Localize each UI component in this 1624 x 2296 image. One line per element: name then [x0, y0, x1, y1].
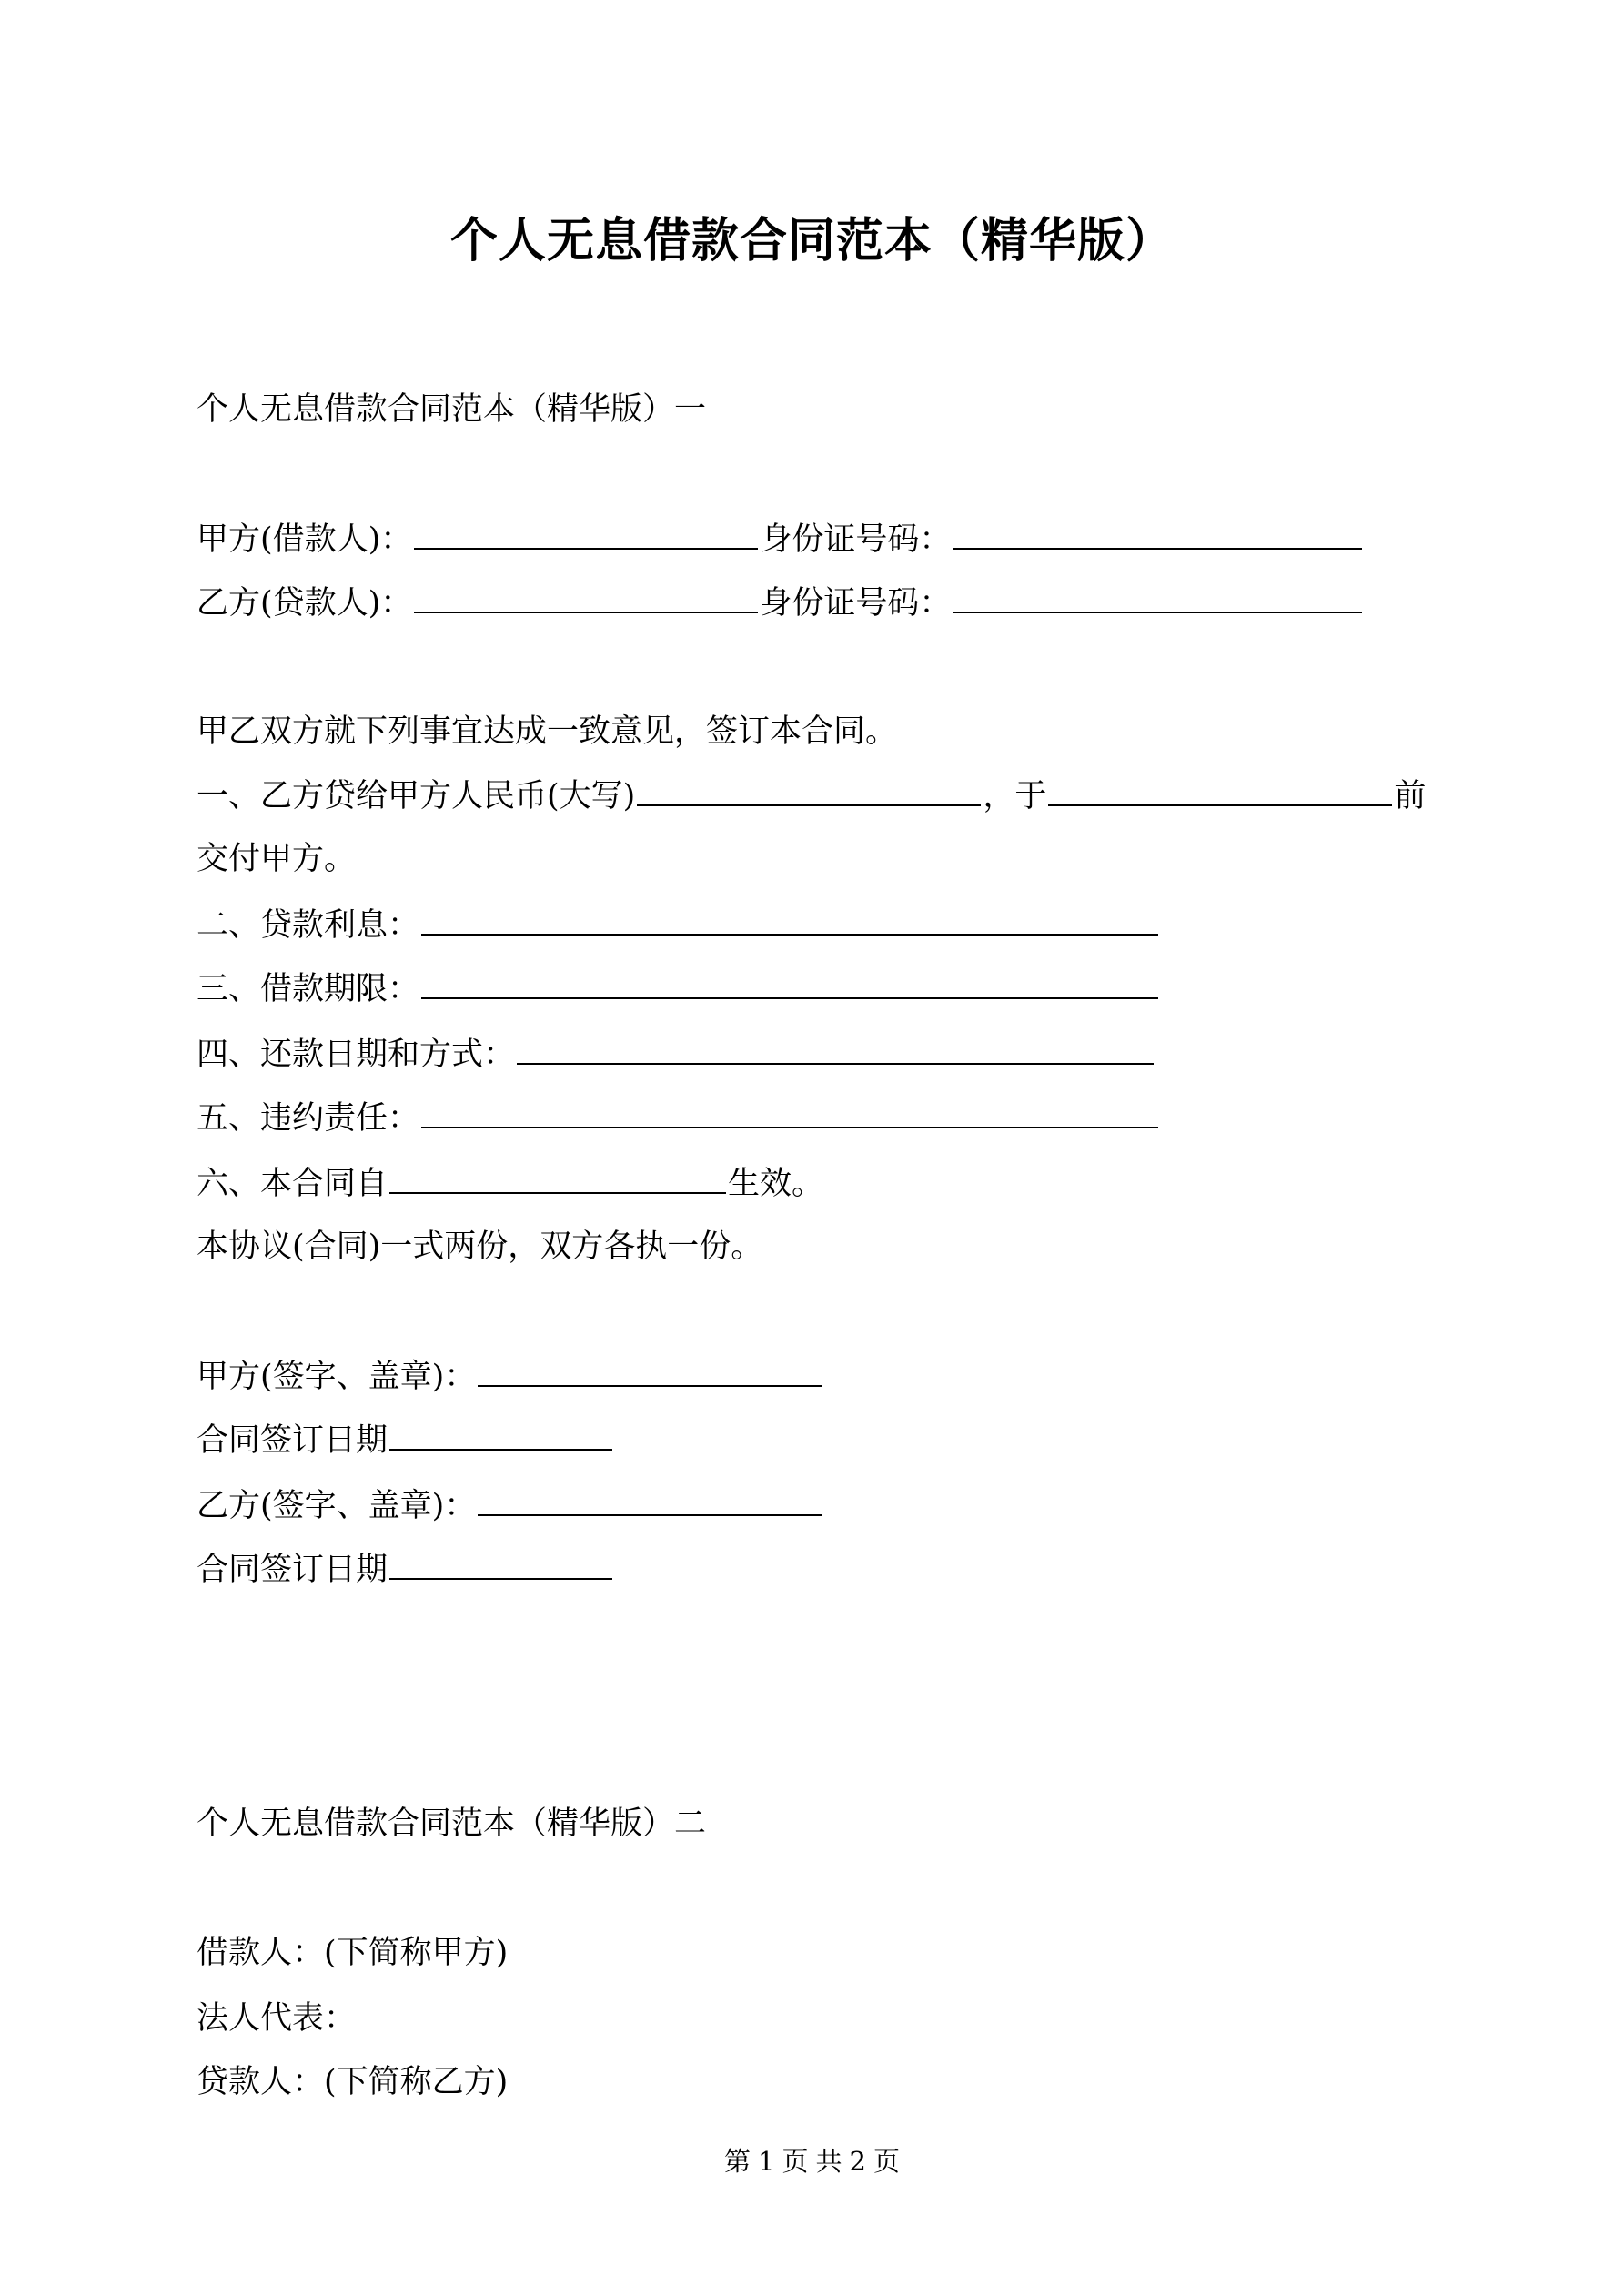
item2-line	[197, 905, 1160, 946]
party-a-line	[197, 519, 1364, 560]
sign-b-line	[197, 1485, 823, 1526]
sign-b-date-blank	[389, 1549, 612, 1580]
lender-line: 贷款人：(下简称乙方)	[197, 2064, 509, 2100]
sign-b-date-label: 合同签订日期	[197, 1552, 388, 1588]
footer-page-label: 第	[724, 2146, 751, 2177]
amount-blank	[637, 775, 981, 806]
borrower-line: 借款人：(下简称甲方)	[197, 1935, 509, 1971]
footer-total-label: 共	[815, 2146, 842, 2177]
party-a-label: 甲方(借款人)：	[197, 521, 413, 558]
copies-line: 本协议(合同)一式两份，双方各执一份。	[197, 1229, 763, 1265]
sign-a-date-line	[197, 1420, 614, 1461]
repayment-blank	[517, 1034, 1154, 1065]
sign-a-blank	[478, 1356, 822, 1387]
item6-line	[197, 1163, 823, 1204]
interest-blank	[421, 905, 1158, 936]
delivery-date-blank	[1048, 775, 1392, 806]
sign-a-date-label: 合同签订日期	[197, 1422, 388, 1459]
party-a-name-blank	[414, 519, 758, 550]
item2-label: 二、贷款利息：	[197, 907, 420, 944]
sign-a-label: 甲方(签字、盖章)：	[197, 1359, 477, 1395]
footer-total-number: 2	[849, 2146, 866, 2177]
term-blank	[421, 968, 1158, 999]
party-a-id-label: 身份证号码：	[760, 521, 952, 558]
party-b-id-label: 身份证号码：	[760, 585, 952, 622]
liability-blank	[421, 1097, 1158, 1128]
footer-page-unit: 页	[782, 2146, 809, 2177]
item4-label: 四、还款日期和方式：	[197, 1037, 516, 1073]
party-b-line	[197, 582, 1364, 623]
party-b-id-blank	[953, 582, 1362, 613]
item1-continued: 交付甲方。	[197, 841, 357, 877]
item1-text-b: ，于	[983, 778, 1047, 814]
footer-page-number: 1	[758, 2146, 775, 2177]
effective-date-blank	[389, 1163, 726, 1194]
item3-line	[197, 968, 1160, 1009]
item6-text-b: 生效。	[728, 1166, 824, 1202]
item3-label: 三、借款期限：	[197, 971, 420, 1007]
item6-text-a: 六、本合同自	[197, 1166, 388, 1202]
sign-b-blank	[478, 1485, 822, 1516]
party-a-id-blank	[953, 519, 1362, 550]
document-title: 个人无息借款合同范本（精华版）	[449, 213, 1174, 268]
footer-total-unit: 页	[873, 2146, 900, 2177]
party-b-name-blank	[414, 582, 758, 613]
sign-a-date-blank	[389, 1420, 612, 1451]
legal-rep-line: 法人代表：	[197, 2000, 357, 2037]
item1-text-a: 一、乙方贷给甲方人民币(大写)	[197, 778, 636, 814]
intro-line: 甲乙双方就下列事宜达成一致意见，签订本合同。	[197, 713, 898, 750]
page-footer	[0, 2141, 1624, 2179]
section1-heading: 个人无息借款合同范本（精华版）一	[197, 391, 707, 428]
section2-heading: 个人无息借款合同范本（精华版）二	[197, 1805, 707, 1842]
item1-text-c: 前	[1394, 778, 1427, 814]
item4-line	[197, 1034, 1155, 1075]
sign-b-label: 乙方(签字、盖章)：	[197, 1488, 477, 1524]
sign-b-date-line	[197, 1549, 614, 1590]
item1-line	[197, 775, 1426, 816]
party-b-label: 乙方(贷款人)：	[197, 585, 413, 622]
item5-line	[197, 1097, 1160, 1138]
item5-label: 五、违约责任：	[197, 1100, 420, 1137]
sign-a-line	[197, 1356, 823, 1397]
